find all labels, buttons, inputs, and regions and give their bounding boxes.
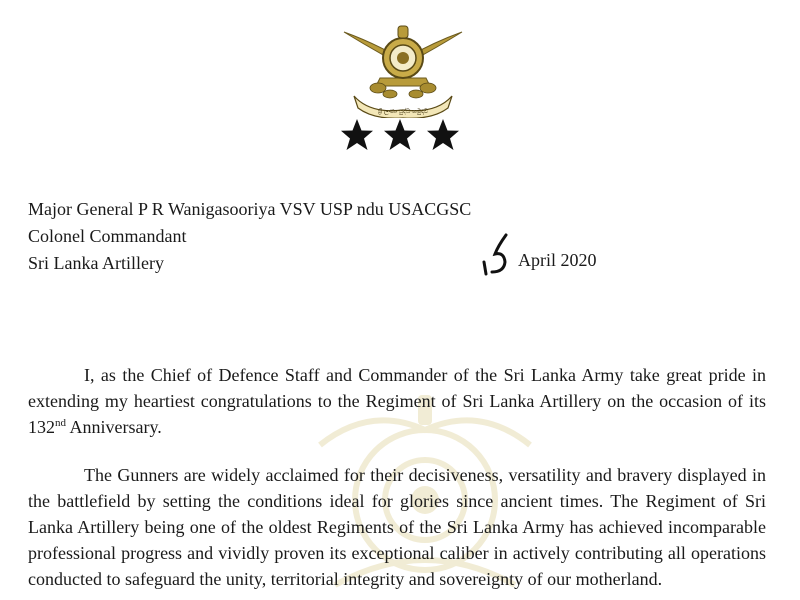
sender-block: [28, 196, 471, 277]
star-icon: [340, 118, 374, 152]
star-icon: [426, 118, 460, 152]
army-crest-icon: [340, 18, 466, 118]
date-month-year: April 2020: [518, 250, 597, 270]
star-icon: [383, 118, 417, 152]
handwritten-day: [478, 232, 514, 278]
paragraph-2: The Gunners are widely acclaimed for their decisiveness, versatility and bravery displayed in the battlefield by setting the conditions ideal for glories since ancient times. The Regiment of Sri Lanka Artillery being one of the oldest Regiments of the Sri Lanka Army has achieved incomparable professional progress and vividly proven its exceptional caliber in actively contributing all operations conducted to safeguard the unity, territorial integrity and sovereignty of our motherland.: [28, 465, 766, 589]
paragraph-1-end: Anniversary.: [66, 417, 162, 437]
letter-body: [28, 362, 766, 600]
ordinal-suffix: nd: [55, 417, 66, 429]
sender-name: Major General P R Wanigasooriya VSV USP ndu USACGSC: [28, 199, 472, 219]
letter-date: [478, 232, 608, 282]
paragraph-1: [28, 362, 766, 440]
sender-title: Colonel Commandant: [28, 226, 187, 246]
crest-motto: ශ්‍රී ලංකා යුද්ධ හමුදාව: [377, 108, 429, 115]
sender-unit: Sri Lanka Artillery: [28, 253, 164, 273]
paragraph-1-text: I, as the Chief of Defence Staff and Commander of the Sri Lanka Army take great pride in extending my heartiest congratulations to the Regiment of Sri Lanka Artillery on the occasion of its 132: [28, 365, 766, 437]
rank-stars: [340, 118, 460, 152]
